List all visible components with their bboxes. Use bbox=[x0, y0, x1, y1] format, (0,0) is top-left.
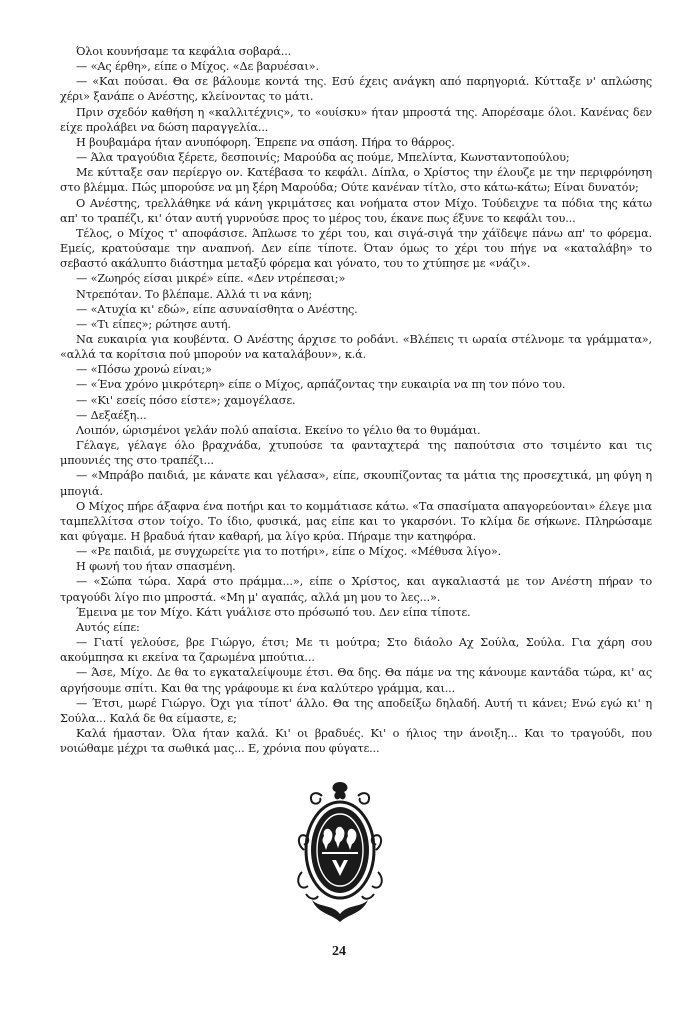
paragraph: Αυτός είπε: bbox=[76, 620, 140, 634]
paragraph: Καλά ήμασταν. Όλα ήταν καλά. Κι' οι βραδυές. Κι' ο ήλιος την άνοιξη... Και το τραγούδι, που νοιώθαμε μέχρι τα σωθικά μας... Ε, χρόνια που φύγατε... bbox=[60, 727, 652, 756]
paragraph: — «Πόσω χρονώ είναι;» bbox=[76, 363, 212, 377]
paragraph: — Έτσι, μωρέ Γιώργο. Όχι για τίποτ' άλλο. Θα της αποδείξω δηλαδή. Αυτή τι κάνει; Ενώ εγώ κι' η Σούλα... Καλά δε θα είμαστε, ε; bbox=[60, 696, 652, 725]
paragraph: Όλοι κουνήσαμε τα κεφάλια σοβαρά... bbox=[76, 45, 292, 58]
paragraph: Τέλος, ο Μίχος τ' αποφάσισε. Άπλωσε το χέρι του, και σιγά-σιγά την χάϊδεψε πάνω απ' το φόρεμα. Εμείς, κρατούσαμε την αναπνοή. Δεν είπε τίποτε. Όταν όμως το χέρι του πήγε να «καταλάβη» το σεβαστό ακάλυπτο διάστημα μεταξύ φόρεμα και γόνατο, του το χτύπησε με «νάζι». bbox=[60, 226, 652, 271]
paragraph: — Δεξαέξη... bbox=[76, 408, 147, 422]
paragraph: — Άλα τραγούδια ξέρετε, δεσποινίς; Μαρούδα ας πούμε, Μπελίντα, Κωνσταντοπούλου; bbox=[76, 151, 570, 165]
paragraph: — Γιατί γελούσε, βρε Γιώργο, έτσι; Με τι μούτρα; Στο διάολο Αχ Σούλα, Σούλα. Για χάρη σου ακούμπησα κι εκείνα τα ζαρωμένα μπούτια... bbox=[60, 636, 652, 665]
paragraph: Ο Μίχος πήρε άξαφνα ένα ποτήρι και το κομμάτιασε κάτω. «Τα σπασίματα απαγορεύονται» έλεγε μια ταμπελλίτσα στον τοίχο. Το ίδιο, φυσικά, μας είπε και το γκαρσόνι. Το κλίμα δε σήκωνε. Πληρώσαμε και φύγαμε. Η βραδυά ήταν καθαρή, μα λίγο κρύα. Πήραμε την κατηφόρα. bbox=[60, 499, 652, 543]
paragraph: — «Και πούσαι. Θα σε βάλουμε κοντά της. Εσύ έχεις ανάγκη από παρηγοριά. Κύτταξε ν' απλώσης χέρι» ξανάπε ο Ανέστης, κλείνοντας το μάτι. bbox=[60, 75, 652, 104]
paragraph: — «Ρε παιδιά, με συγχωρείτε για το ποτήρι», είπε ο Μίχος. «Μέθυσα λίγο». bbox=[76, 545, 502, 559]
paragraph: Έμεινα με τον Μίχο. Κάτι γυάλισε στο πρόσωπό του. Δεν είπα τίποτε. bbox=[76, 605, 471, 619]
paragraph: Με κύτταξε σαν περίεργο ον. Κατέβασα το κεφάλι. Δίπλα, ο Χρίστος την έλουζε με την περιφρόνηση στο βλέμμα. Πώς μπορούσε να μη ξέρη Μαρούδα; Ούτε κανέναν τίτλο, στο κάτω-κάτω; Είναι δυνατόν; bbox=[60, 166, 652, 195]
paragraph: Λοιπόν, ώρισμένοι γελάν πολύ απαίσια. Εκείνο το γέλιο θα το θυμάμαι. bbox=[76, 423, 481, 437]
paragraph: Πριν σχεδόν καθήση η «καλλιτέχνις», το «ουίσκυ» ήταν μπροστά της. Απορέσαμε όλοι. Κανένας δεν είχε προλάβει να δώση παραγγελία... bbox=[60, 105, 652, 134]
paragraph: Γέλαγε, γέλαγε όλο βραχνάδα, χτυπούσε τα φανταχτερά της παπούτσια στο τσιμέντο και τις μπουνιές της στο τραπέζι... bbox=[60, 439, 652, 468]
paragraph: — Άσε, Μίχο. Δε θα το εγκαταλείψουμε έτσι. Θα δης. Θα πάμε να της κάνουμε καντάδα τώρα, κι' ας αργήσουμε σπίτι. Και θα της γράφουμε κι ένα καλύτερο γράμμα, και... bbox=[60, 666, 652, 695]
paragraph: — «Μπράβο παιδιά, με κάνατε και γέλασα», είπε, σκουπίζοντας τα μάτια της προσεχτικά, μη φύγη η μπογιά. bbox=[60, 469, 652, 498]
paragraph: — «Ένα χρόνο μικρότερη» είπε ο Μίχος, αρπάζοντας την ευκαιρία να πη τον πόνο του. bbox=[76, 378, 566, 392]
paragraph: Ντρεπόταν. Το βλέπαμε. Αλλά τι να κάνη; bbox=[76, 287, 313, 301]
ornamental-crest-icon bbox=[292, 776, 388, 924]
paragraph: — «Ας έρθη», είπε ο Μίχος. «Δε βαρυέσαι». bbox=[76, 60, 319, 74]
paragraph: — «Κι' εσείς πόσο είστε»; χαμογέλασε. bbox=[76, 393, 296, 407]
page-number: 24 bbox=[332, 944, 346, 959]
paragraph: Η βουβαμάρα ήταν ανυπόφορη. Έπρεπε να σπάση. Πήρα το θάρρος. bbox=[76, 135, 455, 149]
paragraph: — «Ατυχία κι' εδώ», είπε ασυναίσθητα ο Ανέστης. bbox=[76, 302, 358, 316]
paragraph: — «Ζωηρός είσαι μικρέ» είπε. «Δεν ντρέπεσαι;» bbox=[76, 272, 346, 286]
body-text bbox=[60, 44, 652, 756]
paragraph: Να ευκαιρία για κουβέντα. Ο Ανέστης άρχισε το ροδάνι. «Βλέπεις τι ωραία στέλνομε τα γράμματα», «αλλά τα κορίτσια πού μπορούν να καταλάβουν», κ.ά. bbox=[60, 332, 652, 362]
paragraph: Ο Ανέστης, τρελλάθηκε νά κάνη γκριμάτσες και νοήματα στον Μίχο. Τούδειχνε τα πόδια της κάτω απ' το τραπέζι, κι' όταν αυτή γυρνούσε προς το μέρος του, έκανε πως έξυνε το κεφάλι του... bbox=[60, 196, 652, 225]
paragraph: — «Τι είπες»; ρώτησε αυτή. bbox=[76, 317, 231, 331]
paragraph: — «Σώπα τώρα. Χαρά στο πράμμα...», είπε ο Χρίστος, και αγκαλιαστά με τον Ανέστη πήραν το τραγούδι λίγο πιο μπροστά. «Μη μ' αγαπάς, αλλά μη μου το λες...». bbox=[60, 575, 652, 604]
paragraph: Η φωνή του ήταν σπασμένη. bbox=[76, 560, 236, 574]
